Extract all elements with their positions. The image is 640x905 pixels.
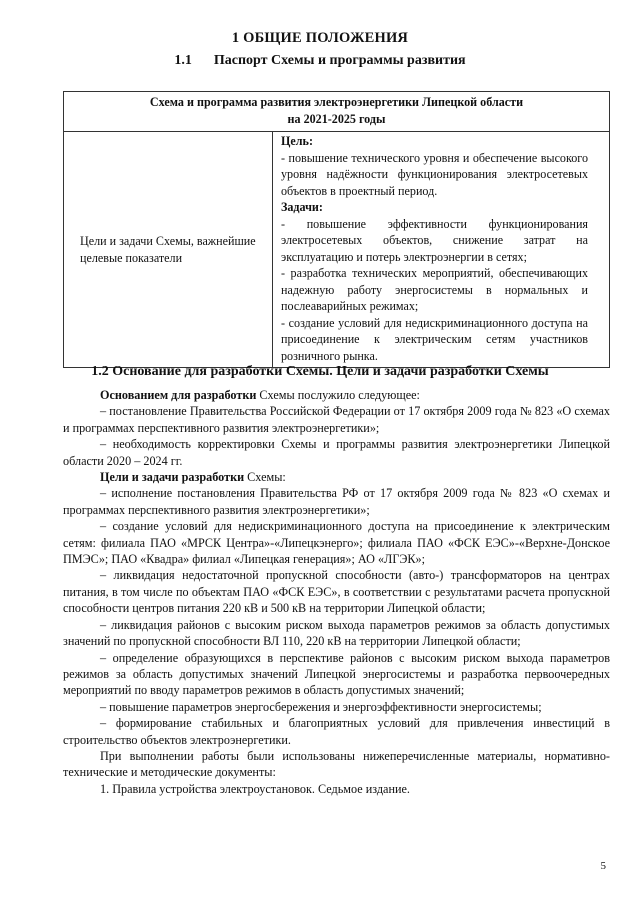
goals-label: Цели и задачи разработки	[100, 470, 245, 485]
passport-table	[63, 91, 610, 368]
passport-title-cell	[64, 92, 610, 132]
passport-content-row	[64, 132, 610, 368]
goal-text: - повышение технического уровня и обеспечение высокого уровня надёжности функционирования электросетевых объектов в проектный период.	[281, 150, 588, 198]
passport-header-row	[64, 92, 610, 132]
goals-item: – ликвидация недостаточной пропускной способности (авто-) трансформаторов на центрах питания, в том числе по объектам ПАО «ФСК ЕЭС», в соответствии с результатами расчета пропускной способности центров питания 220 кВ и 500 кВ на территории Липецкой области;	[63, 568, 610, 616]
passport-left-cell: Цели и задачи Схемы, важнейшие целевые показатели	[64, 132, 273, 368]
goal-label: Цель:	[281, 134, 313, 148]
heading-basis-goals: 1.2 Основание для разработки Схемы. Цели и задачи разработки Схемы	[91, 364, 549, 379]
tasks-label: Задачи:	[281, 200, 323, 214]
section-title: Паспорт Схемы и программы развития	[213, 53, 466, 68]
basis-label: Основанием для разработки	[100, 388, 257, 402]
goals-item: – определение образующихся в перспективе районов с высоким риском выхода параметров режимов за область допустимых значений Липецкой энергосистемы и разработка первоочередных мероприятий по вводу параметров режимов в область допустимых значений;	[63, 650, 610, 698]
goals-item: – ликвидация районов с высоким риском выхода параметров режимов за область допустимых значений по пропускной способности ВЛ 110, 220 кВ на территории Липецкой области;	[63, 617, 610, 649]
section-number: 1.1	[174, 53, 192, 68]
passport-title-line-1: Схема и программа развития электроэнергетики Липецкой области	[149, 95, 524, 109]
materials-item: 1. Правила устройства электроустановок. Седьмое издание.	[100, 781, 410, 796]
goals-item: – повышение параметров энергосбережения и энергоэффективности энергосистемы;	[100, 699, 542, 714]
goals-item: – создание условий для недискриминационного доступа на присоединение к электрическим сетям: филиала ПАО «МРСК Центра»-«Липецкэнерго»; филиала ПАО «ФСК ЕЭС»-«Верхне-Донское ПМЭС»; ПАО «Квадра» филиал «Липецкая генерация»; АО «ЛГЭК»;	[63, 519, 610, 567]
basis-rest: Схемы послужило следующее:	[256, 388, 420, 402]
task-item: - разработка технических мероприятий, обеспечивающих надежную работу энергосистемы в нормальных и послеаварийных режимах;	[281, 266, 588, 313]
passport-right-cell	[273, 132, 610, 368]
goals-rest: Схемы:	[244, 470, 286, 485]
task-item: - повышение эффективности функционирования электросетевых объектов, снижение затрат на эксплуатацию и потерь электроэнергии в сетях;	[281, 216, 588, 264]
basis-item: – постановление Правительства Российской Федерации от 17 октября 2009 года № 823 «О схемах и программах перспективного развития электроэнергетики»;	[63, 404, 610, 435]
goals-item: – формирование стабильных и благоприятных условий для привлечения инвестиций в строительство объектов электроэнергетики.	[63, 716, 610, 747]
basis-item: – необходимость корректировки Схемы и программы развития электроэнергетики Липецкой области 2020 – 2024 гг.	[63, 437, 610, 468]
basis-intro	[63, 387, 610, 403]
section-body	[63, 387, 610, 797]
goals-intro	[63, 469, 610, 485]
heading-passport	[0, 53, 640, 69]
materials-intro: При выполнении работы были использованы нижеперечисленные материалы, нормативно-технические и методические документы:	[63, 748, 610, 780]
page-number: 5	[600, 860, 606, 872]
task-item: - создание условий для недискриминационного доступа на присоединение к электрическим сетям участников розничного рынка.	[281, 315, 588, 363]
heading-general-provisions: 1 ОБЩИЕ ПОЛОЖЕНИЯ	[231, 30, 409, 46]
passport-title-line-2: на 2021-2025 годы	[287, 111, 386, 126]
goals-item: – исполнение постановления Правительства РФ от 17 октября 2009 года № 823 «О схемах и программах перспективного развития электроэнергетики»;	[63, 486, 610, 517]
